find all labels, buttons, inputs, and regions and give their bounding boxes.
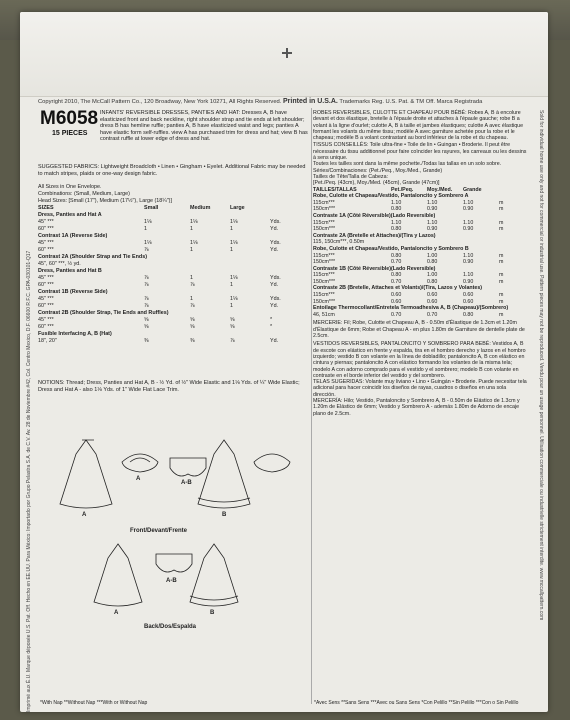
table-cell <box>270 205 300 212</box>
metric-table <box>313 187 527 319</box>
description-fr: ROBES REVERSIBLES, CULOTTE ET CHAPEAU POUR BÉBÉ: Robes A, B à encolure devant et dos élastique, bretelle à l'épaule droite et attaches à l'épaule gauche; robe B a volant à la ligne d'ourlet; culotte A, B à taille et jambes élastiques; culotte A avec élastique formant les volants du même tissu; modèle A avec garniture achetée pour la robe et le chapeau; modèle B a volant contrastant au bord inférieur de la robe et du chapeau. <box>313 110 524 142</box>
table-cell: 1⅛ <box>230 219 238 225</box>
table-row <box>38 303 310 310</box>
table-cell: 0.60 <box>427 292 438 299</box>
suggested-fabrics: SUGGESTED FABRICS: Lightweight Broadcloth • Linen • Gingham • Eyelet. Additional Fabric may be needed to match stripes, plaids or one-way design fabric. <box>38 164 306 177</box>
table-row <box>313 239 527 246</box>
table-section <box>38 233 310 240</box>
pattern-envelope <box>20 12 548 712</box>
table-cell <box>270 261 300 268</box>
table-row <box>38 219 310 226</box>
table-cell: 1⅛ <box>230 240 238 246</box>
table-row <box>313 312 527 319</box>
table-section <box>313 266 527 273</box>
table-cell <box>190 261 230 268</box>
table-cell: Dress, Panties and Hat A <box>38 212 102 218</box>
table-cell: 0.60 <box>463 292 474 299</box>
table-cell: 0.60 <box>391 298 402 305</box>
column-divider <box>311 108 312 704</box>
table-cell: 60" *** <box>38 303 54 309</box>
table-section <box>313 305 527 312</box>
table-cell: Medium <box>190 205 211 211</box>
table-cell: Yd. <box>270 282 279 288</box>
table-cell: 0.90 <box>427 206 438 213</box>
table-cell: ⅞ <box>144 282 149 288</box>
table-cell: 0.70 <box>391 278 402 285</box>
table-cell: m <box>499 272 504 279</box>
table-cell: 0.70 <box>427 311 438 318</box>
table-cell: 0.80 <box>427 259 438 266</box>
table-cell: 1.10 <box>427 219 438 226</box>
table-cell: 1⅛ <box>190 240 198 246</box>
table-row <box>313 292 527 299</box>
table-cell: 46, 51cm <box>313 311 335 318</box>
head-sizes-note: Head Sizes: [Small (17"), Medium (17½"), Large (18¼")] <box>38 198 172 204</box>
table-cell: ⅜ <box>190 338 195 344</box>
dress-b-front-drawing <box>198 440 250 508</box>
series-fr: Séries/Combinaciones: (Pet./Peq., Moy./Med., Grande) <box>313 167 443 174</box>
head-sizes-fr: Tailles de Tête/Talla de Cabeza: <box>313 173 388 180</box>
table-section <box>38 268 310 275</box>
table-row <box>313 279 527 286</box>
table-row <box>38 247 310 254</box>
table-cell: 115, 150cm***, 0.50m <box>313 239 365 246</box>
table-row <box>313 200 527 207</box>
technical-drawings <box>38 432 310 672</box>
table-cell: 1 <box>230 282 233 288</box>
table-cell: Robe, Culotte et Chapeau/Vestido, Pantaloncito y Sombrero B <box>313 245 469 252</box>
printed-text: Printed in U.S.A. <box>283 98 338 105</box>
table-header <box>38 205 310 212</box>
table-cell: Robe, Culotte et Chapeau/Vestido, Pantaloncito y Sombrero A <box>313 193 469 200</box>
table-cell: Contrast 1A (Reverse Side) <box>38 233 108 239</box>
table-cell: ⅞ <box>144 303 149 309</box>
envelope-flap <box>20 12 548 96</box>
telas-es: TELAS SUGERIDAS: Volante muy liviano • Lino • Guingán • Broderie. Puede necesitar tela adicional para hacer coincidir los diseños de rayas, cuadros o diseños en una sola dirección. <box>313 379 527 398</box>
table-cell: Yds. <box>270 219 281 225</box>
table-cell: ⅞ <box>144 247 149 253</box>
table-cell: 0.60 <box>391 292 402 299</box>
table-cell: 1 <box>230 247 233 253</box>
table-section <box>313 285 527 292</box>
table-cell: 1.10 <box>463 219 474 226</box>
table-row <box>313 299 527 306</box>
table-cell: m <box>499 278 504 285</box>
label-b-back: B <box>210 610 215 616</box>
table-cell <box>427 239 463 246</box>
table-cell: 0.90 <box>427 226 438 233</box>
table-row <box>38 240 310 247</box>
table-cell: 115cm*** <box>313 199 335 206</box>
table-cell: Yd. <box>270 226 279 232</box>
table-cell: 1.00 <box>427 272 438 279</box>
table-row <box>38 275 310 282</box>
table-cell: 60" *** <box>38 226 54 232</box>
table-cell: 0.80 <box>391 226 402 233</box>
table-cell: 1⅛ <box>230 275 238 281</box>
table-cell: 0.60 <box>463 298 474 305</box>
table-row <box>38 296 310 303</box>
table-section <box>313 213 527 220</box>
left-vertical-text: Imprimé aux É.U. Marque déposée U.S. Pat. Off. Hecho en EE.UU. Para México: Importado por Grupo Pelastra S.A. de C.V. Av. 28 de Noviembre #42, Col. Centro Mexico, D.F. 06600 R.F.C. GPA-030101-Q17 <box>26 250 32 712</box>
table-cell: 1.10 <box>463 272 474 279</box>
table-cell: ⅞ <box>144 275 149 281</box>
table-cell: 1⅛ <box>230 296 238 302</box>
table-cell: Fusible Interfacing A, B (Hat) <box>38 331 112 337</box>
table-cell: m <box>499 298 504 305</box>
table-cell <box>499 187 519 194</box>
table-row <box>313 206 527 213</box>
table-cell: ⅝ <box>190 324 195 330</box>
table-cell: 115cm*** <box>313 292 335 299</box>
table-section <box>313 246 527 253</box>
notions-en: NOTIONS: Thread; Dress, Panties and Hat A, B - ½ Yd. of ½" Wide Elastic and 1⅛ Yds. of ¼" Wide Elastic; Dress and Hat A - also 1⅛ Yds. of 1" Wide Flat Lace Trim. <box>38 380 300 393</box>
table-cell: 1 <box>230 303 233 309</box>
table-cell: 115cm*** <box>313 252 335 259</box>
table-cell: ⅞ <box>230 338 235 344</box>
table-cell: Yds. <box>270 296 281 302</box>
table-cell: 0.70 <box>391 311 402 318</box>
table-row <box>38 226 310 233</box>
table-cell: 0.60 <box>427 298 438 305</box>
table-cell: 0.80 <box>463 311 474 318</box>
all-sizes-fr: Toutes les tailles sont dans la même pochette./Todas las tallas en un solo sobre. <box>313 161 502 168</box>
table-cell <box>499 239 519 246</box>
table-cell: 45" *** <box>38 317 54 323</box>
label-a-hat: A <box>136 476 141 482</box>
table-cell: 1⅛ <box>144 240 152 246</box>
table-cell: 45" *** <box>38 275 54 281</box>
table-cell: Contraste 1B (Côté Réversible)(Lado Reversible) <box>313 265 436 272</box>
hat-b-front-drawing <box>254 454 290 472</box>
table-row <box>313 220 527 227</box>
table-cell: Large <box>230 205 245 211</box>
table-cell: ⅞ <box>190 303 195 309</box>
table-cell: 45" *** <box>38 296 54 302</box>
table-cell: m <box>499 219 504 226</box>
table-cell: 0.90 <box>463 259 474 266</box>
table-cell: 1.10 <box>391 219 402 226</box>
head-sizes-values-fr: [Pet./Peq. (43cm), Moy./Med. (45cm), Grande (47cm)] <box>313 180 440 187</box>
table-cell <box>391 239 427 246</box>
table-cell: 150cm*** <box>313 226 336 233</box>
dress-a-front-drawing <box>60 440 112 508</box>
table-row <box>38 261 310 268</box>
table-cell: m <box>499 206 504 213</box>
flap-fold-line <box>20 96 548 97</box>
table-cell: 0.80 <box>391 206 402 213</box>
table-cell: ⅝ <box>230 317 235 323</box>
dress-a-back-drawing <box>94 544 142 606</box>
table-row <box>313 253 527 260</box>
table-cell: 1.10 <box>463 199 474 206</box>
table-cell: Contraste 2B (Bretelle, Attaches et Volants)/(Tira, Lazos y Volantes) <box>313 285 483 292</box>
table-row <box>38 338 310 345</box>
label-ab-1: A-B <box>181 480 192 486</box>
description-es: VESTIDOS REVERSIBLES, PANTALONCITO Y SOMBRERO PARA BEBÉ: Vestidos A, B de escote con elástico en frente y espalda, tira en el hombro derecho y lazos en el hombro izquierdo; vestido B con volante en la línea de dobladillo; pantaloncito A, B con elástico en cintura y piernas; pantaloncito A con elástico formando los volantes de la misma tela; modelo A con adorno comprado para el vestido y el sombrero; modelo B con volante en contraste en el borde inferior del vestido y del sombrero. <box>313 341 526 379</box>
table-cell <box>463 239 499 246</box>
copyright-text: Copyright 2010, The McCall Pattern Co., 120 Broadway, New York 10271, All Rights Reserved. <box>38 99 282 105</box>
table-cell: Pet./Peq. <box>391 186 414 193</box>
table-cell: 0.70 <box>391 259 402 266</box>
table-cell: Entoilage Thermocollant/Entretela Termoadhesiva A, B (Chapeau)/(Sombrero) <box>313 305 509 312</box>
trademark-text: Trademarks Reg. U.S. Pat. & TM Off. Marca Registrada <box>339 99 483 105</box>
table-cell: Yd. <box>270 247 279 253</box>
nap-legend-fr-es: *Avec Sens **Sans Sens ***Avec ou Sans Sens *Con Pelillo **Sin Pelillo ***Con o Sin Pelillo <box>314 700 519 706</box>
table-cell: 0.80 <box>427 278 438 285</box>
label-ab-back: A-B <box>166 578 177 584</box>
table-row <box>38 324 310 331</box>
table-section <box>38 254 310 261</box>
table-cell: Dress, Panties and Hat B <box>38 268 102 274</box>
table-cell: 0.80 <box>391 272 402 279</box>
table-cell: 0.80 <box>391 252 402 259</box>
hat-a-front-drawing <box>122 454 158 472</box>
table-section <box>313 233 527 240</box>
table-cell: 1.10 <box>427 199 438 206</box>
table-cell: Small <box>144 205 159 211</box>
table-cell: ⅞ <box>190 282 195 288</box>
table-cell: Contraste 1A (Côté Réversible)(Lado Reversible) <box>313 212 436 219</box>
table-cell: 150cm*** <box>313 206 336 213</box>
table-cell: 18", 20" <box>38 338 57 344</box>
table-cell: ⅝ <box>144 317 149 323</box>
table-cell: m <box>499 292 504 299</box>
pieces-count: 15 PIECES <box>52 130 88 137</box>
table-cell: ⅞ <box>144 296 149 302</box>
table-cell <box>230 261 270 268</box>
table-cell: 1.00 <box>427 252 438 259</box>
table-cell <box>144 261 190 268</box>
translations-column <box>313 110 527 417</box>
table-row <box>38 282 310 289</box>
description-en: INFANTS' REVERSIBLE DRESSES, PANTIES AND HAT: Dresses A, B have elasticized front and back neckline, right shoulder strap and tie ends at left shoulder; dress B has hemline ruffle; panties A, B have elasticized waist and legs; panties A have elastic form self-ruffles. view A has purchased trim for dress and hat; view B has contrast ruffle at lower edge of dress and hat. <box>100 110 308 142</box>
table-cell: 1 <box>144 226 147 232</box>
table-cell: m <box>499 199 504 206</box>
table-cell: 60" *** <box>38 247 54 253</box>
table-cell: TAILLES/TALLAS <box>313 186 357 193</box>
panties-ab-back-drawing <box>156 554 192 572</box>
table-cell: Yd. <box>270 338 279 344</box>
all-sizes-note: All Sizes in One Envelope. <box>38 184 102 190</box>
table-cell: 60" *** <box>38 324 54 330</box>
back-caption: Back/Dos/Espalda <box>144 624 197 630</box>
table-cell: 1 <box>190 296 193 302</box>
table-cell: Yds. <box>270 275 281 281</box>
table-cell: 150cm*** <box>313 278 336 285</box>
table-cell: Yds. <box>270 240 281 246</box>
table-cell: 1 <box>190 275 193 281</box>
label-a-back: A <box>114 610 119 616</box>
table-cell: ⅝ <box>190 317 195 323</box>
table-cell: Moy./Med. <box>427 186 453 193</box>
table-cell: ⅜ <box>144 338 149 344</box>
table-cell: 0.90 <box>463 206 474 213</box>
table-cell: m <box>499 311 504 318</box>
merceria-es: MERCERÍA: Hilo; Vestido, Pantaloncito y Sombrero A, B - 0.50m de Elástico de 1.3cm y 1.20m de Elástico de 6mm; Vestido y Sombrero A - además 1.80m de Adorno de encaje plano de 2.5cm. <box>313 398 520 417</box>
table-row <box>313 259 527 266</box>
table-cell: SIZES <box>38 205 54 211</box>
table-cell: 150cm*** <box>313 259 336 266</box>
table-cell: 0.90 <box>463 226 474 233</box>
table-cell: Yd. <box>270 303 279 309</box>
table-cell: 1.10 <box>463 252 474 259</box>
table-cell: Contrast 1B (Reverse Side) <box>38 289 108 295</box>
pattern-number: M6058 <box>40 108 99 129</box>
table-cell: 115cm*** <box>313 219 335 226</box>
table-cell: * <box>270 324 273 330</box>
table-cell: 1 <box>190 226 193 232</box>
right-vertical-text: Sold for individual home use only and not for commercial or industrial use. Pattern pieces may not be reproduced. Vendu pour un usage personnel. Utilisation commerciale ou industrielle strictement interdite. www.mccallpattern.com <box>538 110 544 621</box>
table-cell: 0.90 <box>463 278 474 285</box>
table-header <box>313 187 527 194</box>
table-cell: Grande <box>463 186 482 193</box>
table-cell: 1 <box>190 247 193 253</box>
combinations-note: Combinations: (Small, Medium, Large) <box>38 191 130 197</box>
table-cell: Contrast 2A (Shoulder Strap and Tie Ends) <box>38 254 148 260</box>
table-cell: Contrast 2B (Shoulder Strap, Tie Ends and Ruffles) <box>38 310 169 316</box>
table-cell: m <box>499 259 504 266</box>
table-section <box>38 310 310 317</box>
table-cell: 1⅛ <box>190 219 198 225</box>
table-cell: 1⅛ <box>144 219 152 225</box>
table-section <box>38 212 310 219</box>
table-cell: 115cm*** <box>313 272 335 279</box>
fabrics-section <box>38 164 310 177</box>
table-cell: 1 <box>230 226 233 232</box>
garment-sketches <box>38 432 310 672</box>
table-cell: 45" *** <box>38 240 54 246</box>
mercerie-fr: MERCERIE: Fil; Robe, Culotte et Chapeau A, B - 0.50m d'Élastique de 1.3cm et 1.20m d'Élastique de 6mm; Robe et Chapeau A - en plus 1.80m de Garniture de dentelle plate de 2.5cm. <box>313 320 525 340</box>
table-cell: ⅝ <box>230 324 235 330</box>
yardage-table-en <box>38 184 310 345</box>
front-caption: Front/Devant/Frente <box>130 528 188 534</box>
table-section <box>313 193 527 200</box>
table-section <box>38 331 310 338</box>
panties-ab-front-drawing <box>170 458 206 476</box>
table-cell: 45" *** <box>38 219 54 225</box>
table-section <box>38 289 310 296</box>
table-cell: 1.10 <box>391 199 402 206</box>
table-cell: * <box>270 317 273 323</box>
table-cell: ⅝ <box>144 324 149 330</box>
table-cell: 60" *** <box>38 282 54 288</box>
table-cell: Contraste 2A (Bretelle et Attaches)/(Tira y Lazos) <box>313 232 436 239</box>
tissus-conseilles: TISSUS CONSEILLÉS: Toile ultra-fine • Toile de lin • Guingan • Broderie. Il peut être nécessaire du tissu additionnel pour faire coïncider les rayures, les carreaux ou les dessins à sens unique. <box>313 142 527 162</box>
label-b-1: B <box>222 512 227 518</box>
copyright-line <box>38 98 482 105</box>
table-row <box>313 272 527 279</box>
table-row <box>38 317 310 324</box>
table-row <box>313 226 527 233</box>
table-cell: m <box>499 252 504 259</box>
dress-b-back-drawing <box>190 544 238 606</box>
label-a-1: A <box>82 512 87 518</box>
table-cell: m <box>499 226 504 233</box>
table-cell: 45", 60" ***, ½ yd. <box>38 261 81 267</box>
table-cell: 150cm*** <box>313 298 336 305</box>
nap-legend-en: *With Nap **Without Nap ***With or Without Nap <box>40 700 148 706</box>
flap-mark-vertical <box>286 48 288 58</box>
